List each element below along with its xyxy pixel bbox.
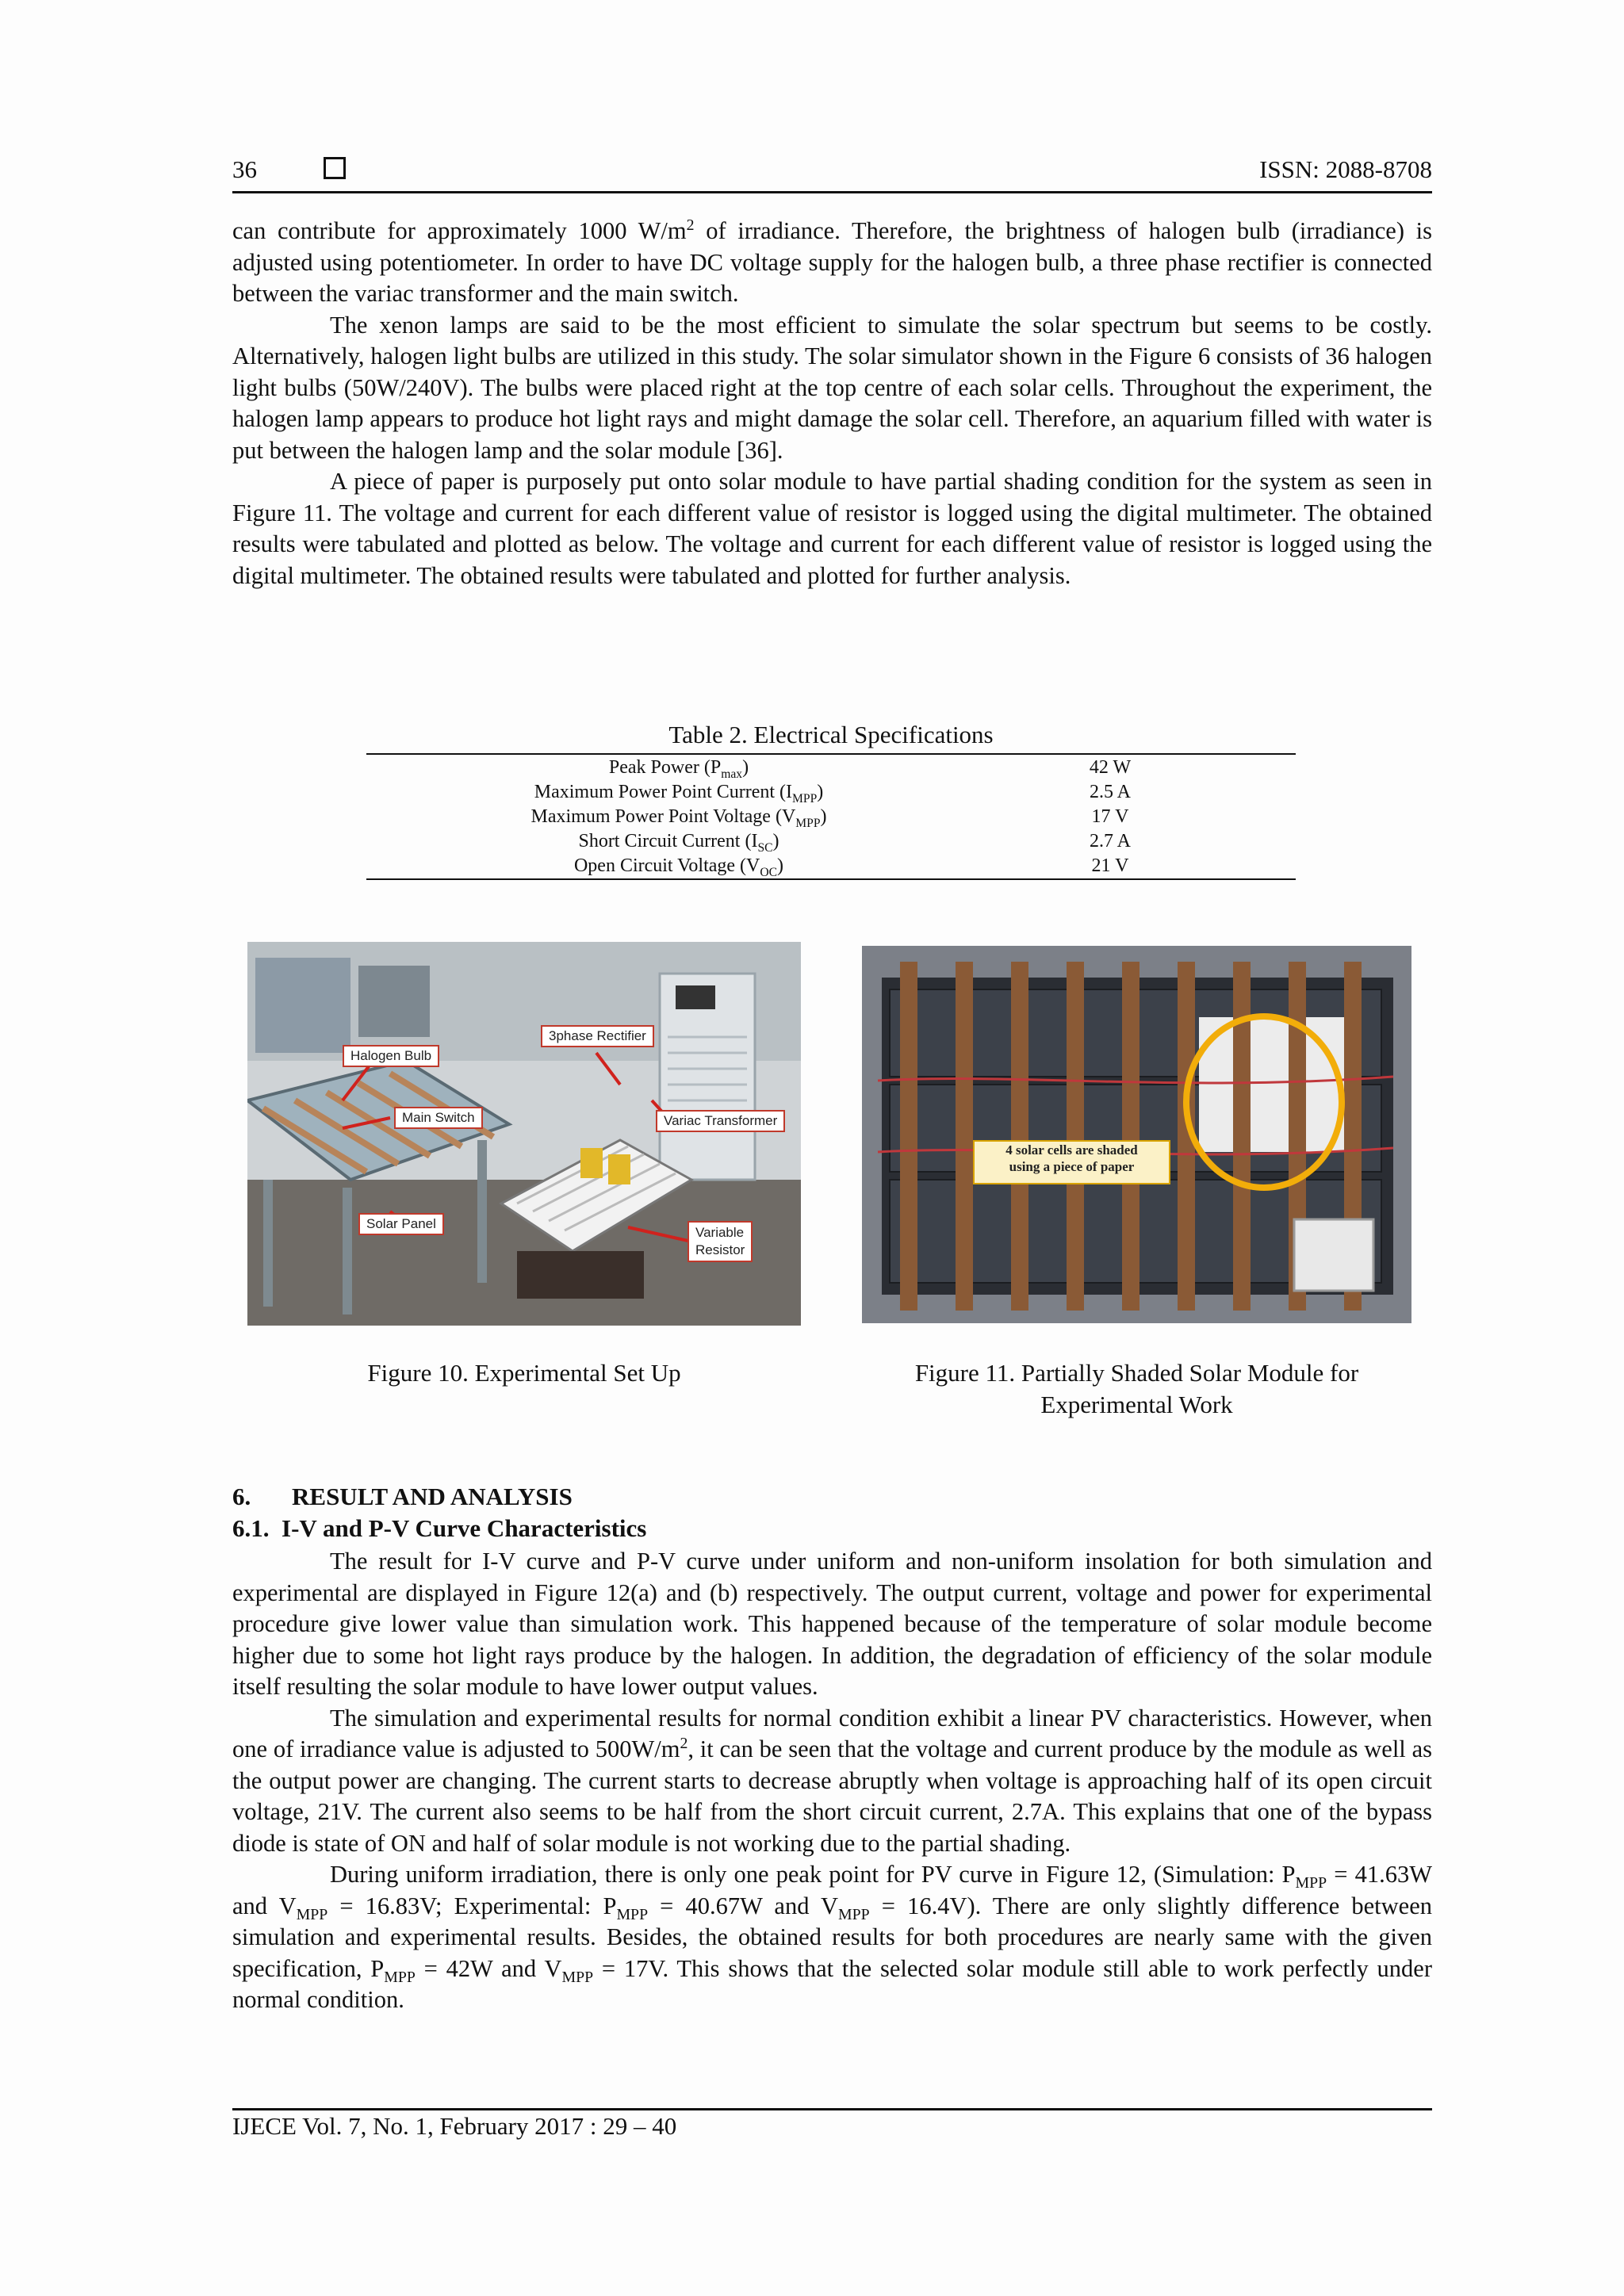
lower-text — [232, 1546, 1432, 2016]
subsection-title: I-V and P-V Curve Characteristics — [282, 1514, 647, 1542]
checkbox-icon — [324, 157, 346, 179]
label-variac-transformer: Variac Transformer — [656, 1110, 785, 1132]
table-caption: Table 2. Electrical Specifications — [668, 721, 994, 748]
upper-text — [232, 216, 1432, 591]
figure-10-photo — [247, 942, 801, 1326]
header-rule — [232, 191, 1432, 193]
paragraph-2: The xenon lamps are said to be the most efficient to simulate the solar spectrum but seems to be costly. Alternatively, halogen light bulbs are utilized in this study. The solar simulator shown in the Figure 6 consists of 36 halogen light bulbs (50W/240V). The bulbs were placed right at the top centre of each solar cells. Throughout the experiment, the halogen lamp appears to produce hot light rays and might damage the solar cell. Therefore, an aquarium filled with water is put between the halogen lamp and the solar module [36]. — [232, 311, 1432, 464]
table-row: Open Circuit Voltage $(V_{OC})$ 21 V — [573, 855, 1129, 879]
section-heading — [232, 1483, 573, 1511]
table-row: Maximum Power Point Current $(I_{MPP})$ 2.5 A — [534, 782, 1131, 806]
page-number: 36 — [232, 155, 257, 183]
shade-annotation: 4 solar cells are shaded using a piece of paper — [973, 1140, 1170, 1184]
paragraph-4: The result for I-V curve and P-V curve under uniform and non-uniform insolation for both simulation and experimental are displayed in Figure 12(a) and (b) respectively. The output current, voltage and power for experimental procedure give lower value than simulation work. This happened because of the temperature of solar module become higher due to some hot light rays produce by the halogen. In addition, the degradation of efficiency of the solar module itself resulting the solar module to have lower output values. — [232, 1548, 1432, 1700]
footer-rule — [232, 2108, 1432, 2110]
paragraph-1: can contribute for approximately 1000 $W/m^2$ of irradiance. Therefore, the brightness of halogen bulb (irradiance) is adjusted using potentiometer. In order to have DC voltage supply for the halogen bulb, a three phase rectifier is connected between the variac transformer and the main switch. — [232, 216, 1433, 307]
table-row: Maximum Power Point Voltage $(V_{MPP})$ 17 V — [530, 806, 1129, 830]
figure-10-caption: Figure 10. Experimental Set Up — [367, 1359, 681, 1387]
label-3phase-rectifier: 3phase Rectifier — [541, 1025, 654, 1047]
paragraph-3: A piece of paper is purposely put onto solar module to have partial shading condition for the system as seen in Figure 11. The voltage and current for each different value of resistor is logged using the digital multimeter. The obtained results were tabulated and plotted as below. The voltage and current for each different value of resistor is logged using the digital multimeter. The obtained results were tabulated and plotted for further analysis. — [232, 468, 1432, 589]
paragraph-6: During uniform irradiation, there is only one peak point for PV curve in Figure 12, (Simulation: $P_{MPP} = 41.63W$ and $V_{MPP} = 16.83V$; Experimental: $P_{MPP} = 40.67W$ and $V_{MPP} = 16.4V$). There are only slightly difference between simulation and experimental results. Besides, the obtained results for both procedures are nearly same with the given specification, $P_{MPP} = 42W$ and $V_{MPP} = 17V$. This shows that the selected solar module still able to work perfectly under normal condition. — [232, 1861, 1433, 2013]
section-title: RESULT AND ANALYSIS — [292, 1483, 573, 1510]
label-halogen-bulb: Halogen Bulb — [343, 1045, 439, 1067]
subsection-heading — [232, 1514, 646, 1543]
subsection-number: 6.1. — [232, 1514, 270, 1542]
footer-citation: IJECE Vol. 7, No. 1, February 2017 : 29 – 40 — [232, 2112, 677, 2140]
figure-11-caption: Figure 11. Partially Shaded Solar Module for Experimental Work — [914, 1359, 1359, 1418]
table-top-rule — [366, 753, 1296, 755]
table-bottom-rule — [366, 878, 1296, 880]
figure-11-photo — [862, 946, 1411, 1323]
paragraph-5: The simulation and experimental results for normal condition exhibit a linear PV characteristics. However, when one of irradiance value is adjusted to $500W/m^2$, it can be seen that the voltage and current produce by the module as well as the output power are changing. The current starts to decrease abruptly when voltage is approaching half of its open circuit voltage, 21V. The current also seems to be half from the short circuit current, 2.7A. This explains that one of the bypass diode is state of ON and half of solar module is not working due to the partial shading. — [232, 1704, 1432, 1857]
label-main-switch: Main Switch — [394, 1107, 483, 1129]
table-row: Short Circuit Current $(I_{SC})$ 2.7 A — [578, 831, 1131, 855]
label-solar-panel: Solar Panel — [358, 1213, 444, 1235]
section-number: 6. — [232, 1483, 251, 1510]
table-row: Peak Power $(P_{max})$ 42 W — [608, 757, 1132, 781]
label-variable-resistor: Variable Resistor — [688, 1221, 753, 1262]
spec-table — [366, 756, 1296, 878]
issn-label: ISSN: 2088-8708 — [1259, 155, 1432, 183]
